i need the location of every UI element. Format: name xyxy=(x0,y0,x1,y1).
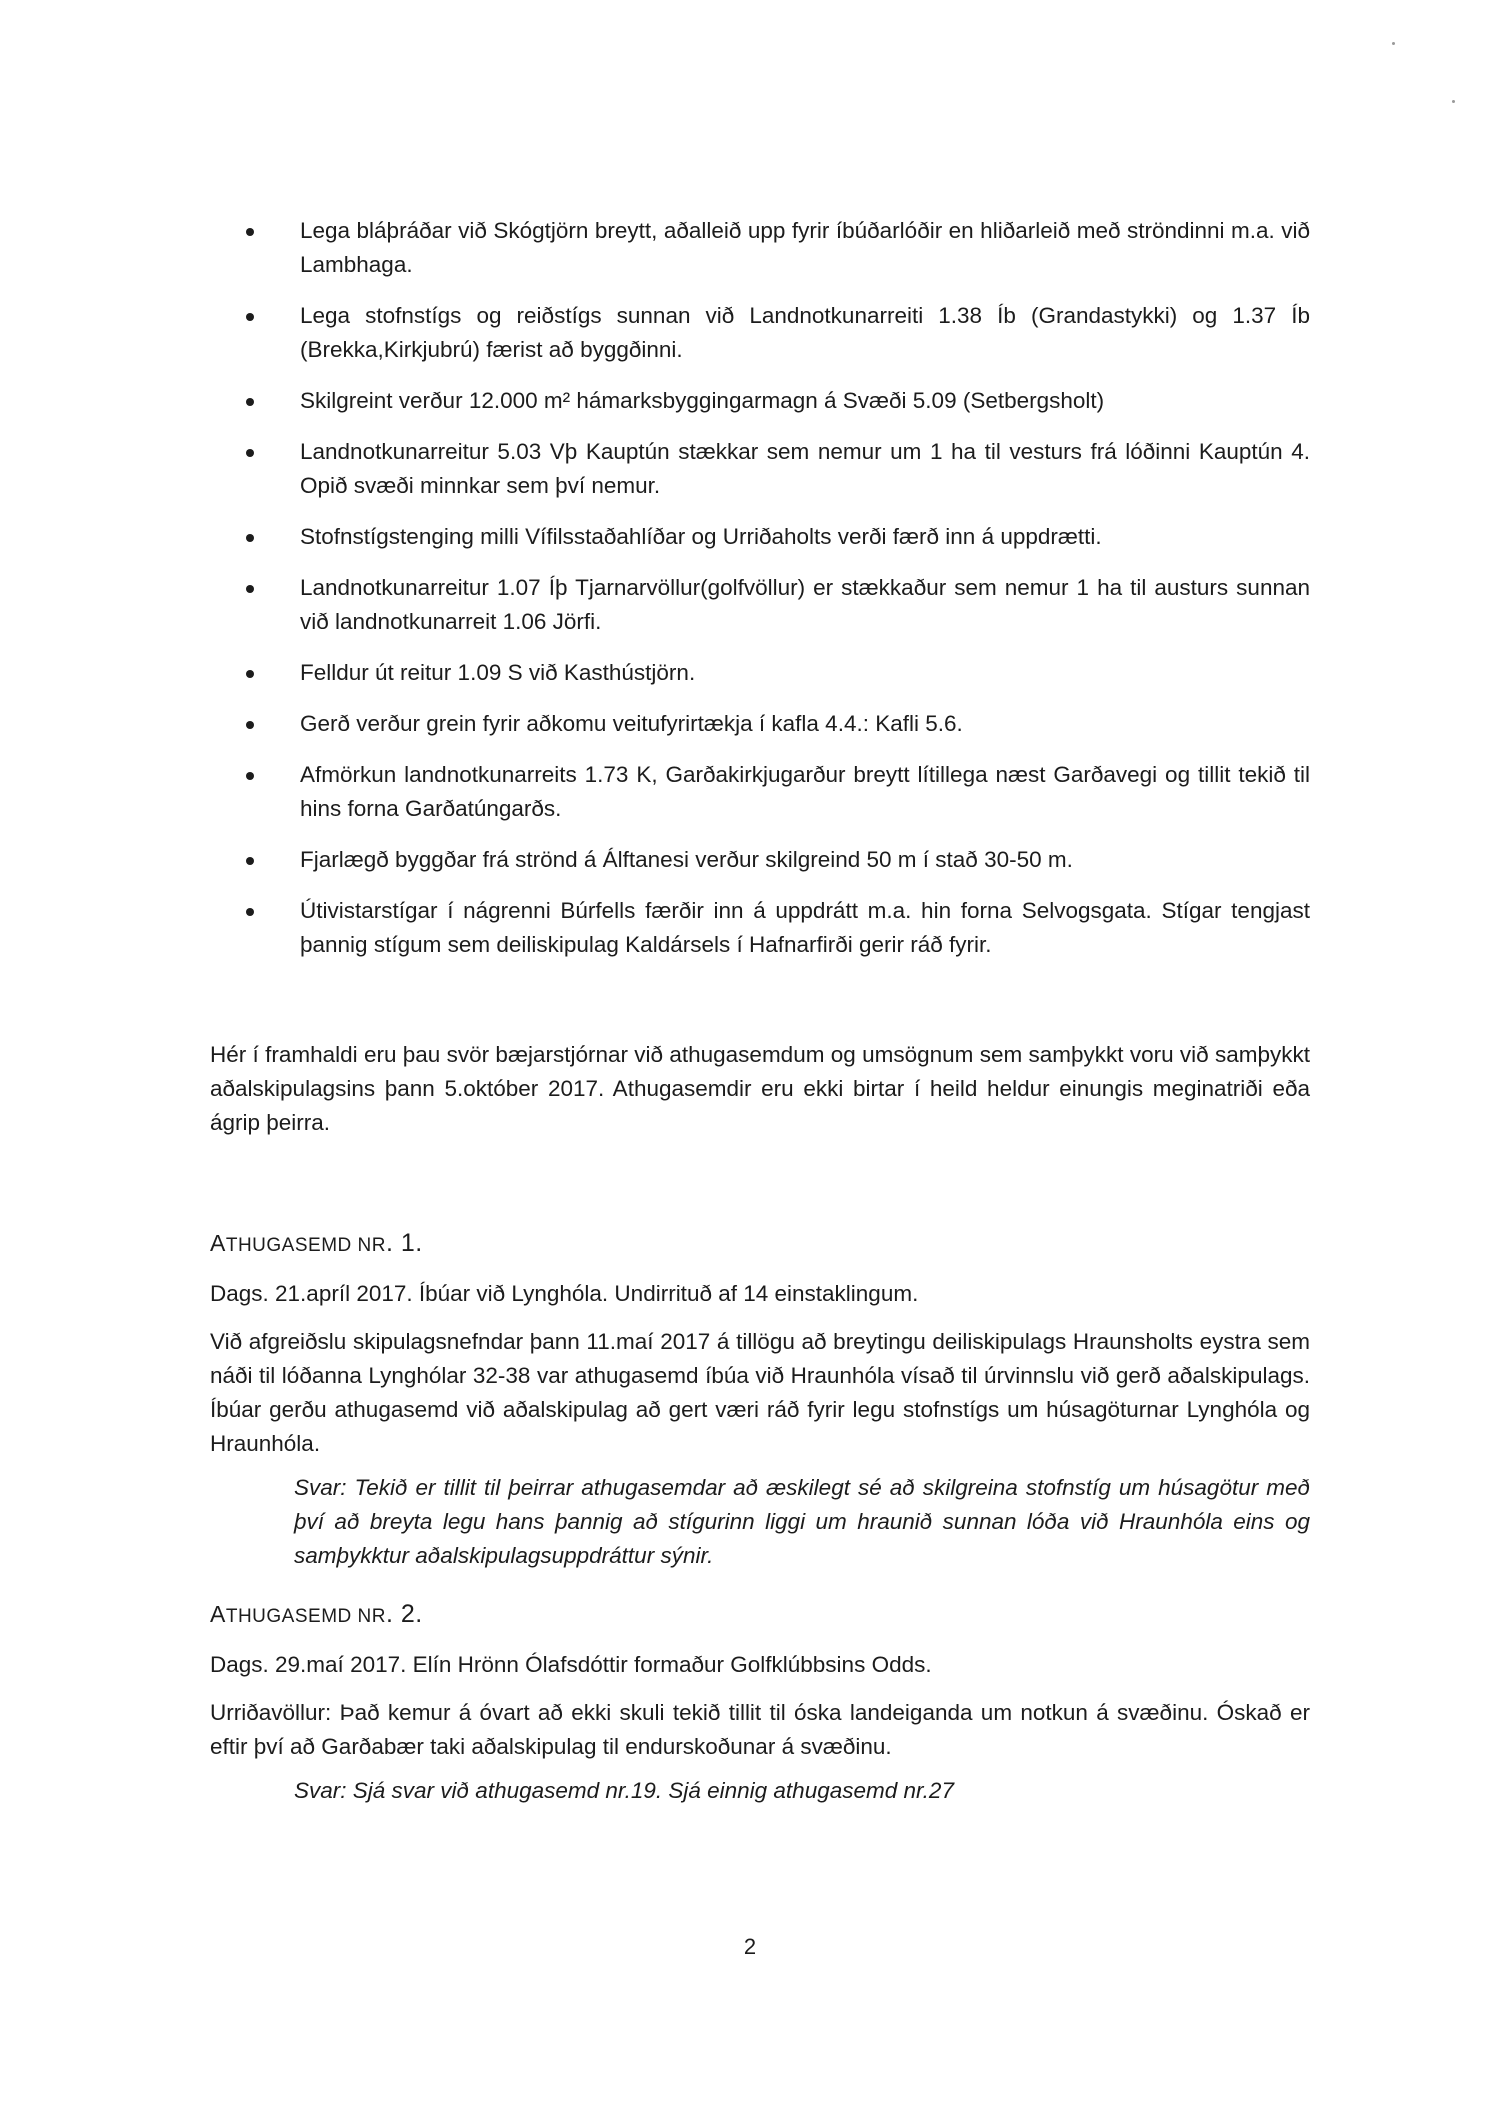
list-item: Lega stofnstígs og reiðstígs sunnan við Landnotkunarreiti 1.38 Íb (Grandastykki) og 1.37 Íb (Brekka,Kirkjubrú) færist að byggðinni. xyxy=(210,299,1310,367)
list-item: Afmörkun landnotkunarreits 1.73 K, Garðakirkjugarður breytt lítillega næst Garðavegi og tillit tekið til hins forna Garðatúngarðs. xyxy=(210,758,1310,826)
list-item: Skilgreint verður 12.000 m² hámarksbyggingarmagn á Svæði 5.09 (Setbergsholt) xyxy=(210,384,1310,418)
bullet-icon xyxy=(246,534,254,542)
bullet-icon xyxy=(246,228,254,236)
list-item: Fjarlægð byggðar frá strönd á Álftanesi verður skilgreind 50 m í stað 30-50 m. xyxy=(210,843,1310,877)
bullet-icon xyxy=(246,449,254,457)
list-item: Gerð verður grein fyrir aðkomu veitufyrirtækja í kafla 4.4.: Kafli 5.6. xyxy=(210,707,1310,741)
bullet-icon xyxy=(246,857,254,865)
intro-paragraph: Hér í framhaldi eru þau svör bæjarstjórnar við athugasemdum og umsögnum sem samþykkt voru við samþykkt aðalskipulagsins þann 5.október 2017. Athugasemdir eru ekki birtar í heild heldur einungis meginatriði eða ágrip þeirra. xyxy=(210,1042,1310,1135)
list-item: Lega bláþráðar við Skógtjörn breytt, aðalleið upp fyrir íbúðarlóðir en hliðarleið með ströndinni m.a. við Lambhaga. xyxy=(210,214,1310,282)
page-content xyxy=(210,214,1310,1808)
bullet-icon xyxy=(246,772,254,780)
comment-1-answer: Svar: Tekið er tillit til þeirrar athugasemdar að æskilegt sé að skilgreina stofnstíg um húsagötur með því að breyta legu hans þannig að stígurinn liggi um hraunið sunnan lóða við Hraunhóla eins og samþykktur aðalskipulagsuppdráttur sýnir. xyxy=(294,1475,1310,1568)
list-item: Útivistarstígar í nágrenni Búrfells færðir inn á uppdrátt m.a. hin forna Selvogsgata. Stígar tengjast þannig stígum sem deiliskipulag Kaldársels í Hafnarfirði gerir ráð fyrir. xyxy=(210,894,1310,962)
change-list xyxy=(210,214,1310,962)
bullet-icon xyxy=(246,313,254,321)
comment-2-date: Dags. 29.maí 2017. Elín Hrönn Ólafsdóttir formaður Golfklúbbsins Odds. xyxy=(210,1652,932,1677)
comment-2-body: Urriðavöllur: Það kemur á óvart að ekki skuli tekið tillit til óska landeiganda um notkun á svæðinu. Óskað er eftir því að Garðabær taki aðalskipulag til endurskoðunar á svæðinu. xyxy=(210,1700,1310,1759)
comment-1-date: Dags. 21.apríl 2017. Íbúar við Lynghóla. Undirrituð af 14 einstaklingum. xyxy=(210,1281,919,1306)
bullet-icon xyxy=(246,585,254,593)
bullet-icon xyxy=(246,398,254,406)
bullet-icon xyxy=(246,670,254,678)
list-item: Landnotkunarreitur 1.07 Íþ Tjarnarvöllur(golfvöllur) er stækkaður sem nemur 1 ha til austurs sunnan við landnotkunarreit 1.06 Jörfi. xyxy=(210,571,1310,639)
bullet-icon xyxy=(246,721,254,729)
scan-speck xyxy=(1392,42,1395,45)
list-item: Stofnstígstenging milli Vífilsstaðahlíðar og Urriðaholts verði færð inn á uppdrætti. xyxy=(210,520,1310,554)
list-item: Landnotkunarreitur 5.03 Vþ Kauptún stækkar sem nemur um 1 ha til vesturs frá lóðinni Kauptún 4. Opið svæði minnkar sem því nemur. xyxy=(210,435,1310,503)
page-number: 2 xyxy=(743,1934,757,1959)
bullet-icon xyxy=(246,908,254,916)
comment-1-heading: ATHUGASEMD NR. 1. xyxy=(210,1229,423,1257)
comment-2-answer: Svar: Sjá svar við athugasemd nr.19. Sjá einnig athugasemd nr.27 xyxy=(294,1778,954,1803)
list-item: Felldur út reitur 1.09 S við Kasthústjörn. xyxy=(210,656,1310,690)
comment-2-heading: ATHUGASEMD NR. 2. xyxy=(210,1600,423,1628)
scan-speck xyxy=(1452,100,1455,103)
comment-1-body: Við afgreiðslu skipulagsnefndar þann 11.maí 2017 á tillögu að breytingu deiliskipulags Hraunsholts eystra sem náði til lóðanna Lynghólar 32-38 var athugasemd íbúa við Hraunhóla vísað til úrvinnslu við gerð aðalskipulags. Íbúar gerðu athugasemd við aðalskipulag að gert væri ráð fyrir legu stofnstígs um húsagöturnar Lynghóla og Hraunhóla. xyxy=(210,1329,1310,1456)
